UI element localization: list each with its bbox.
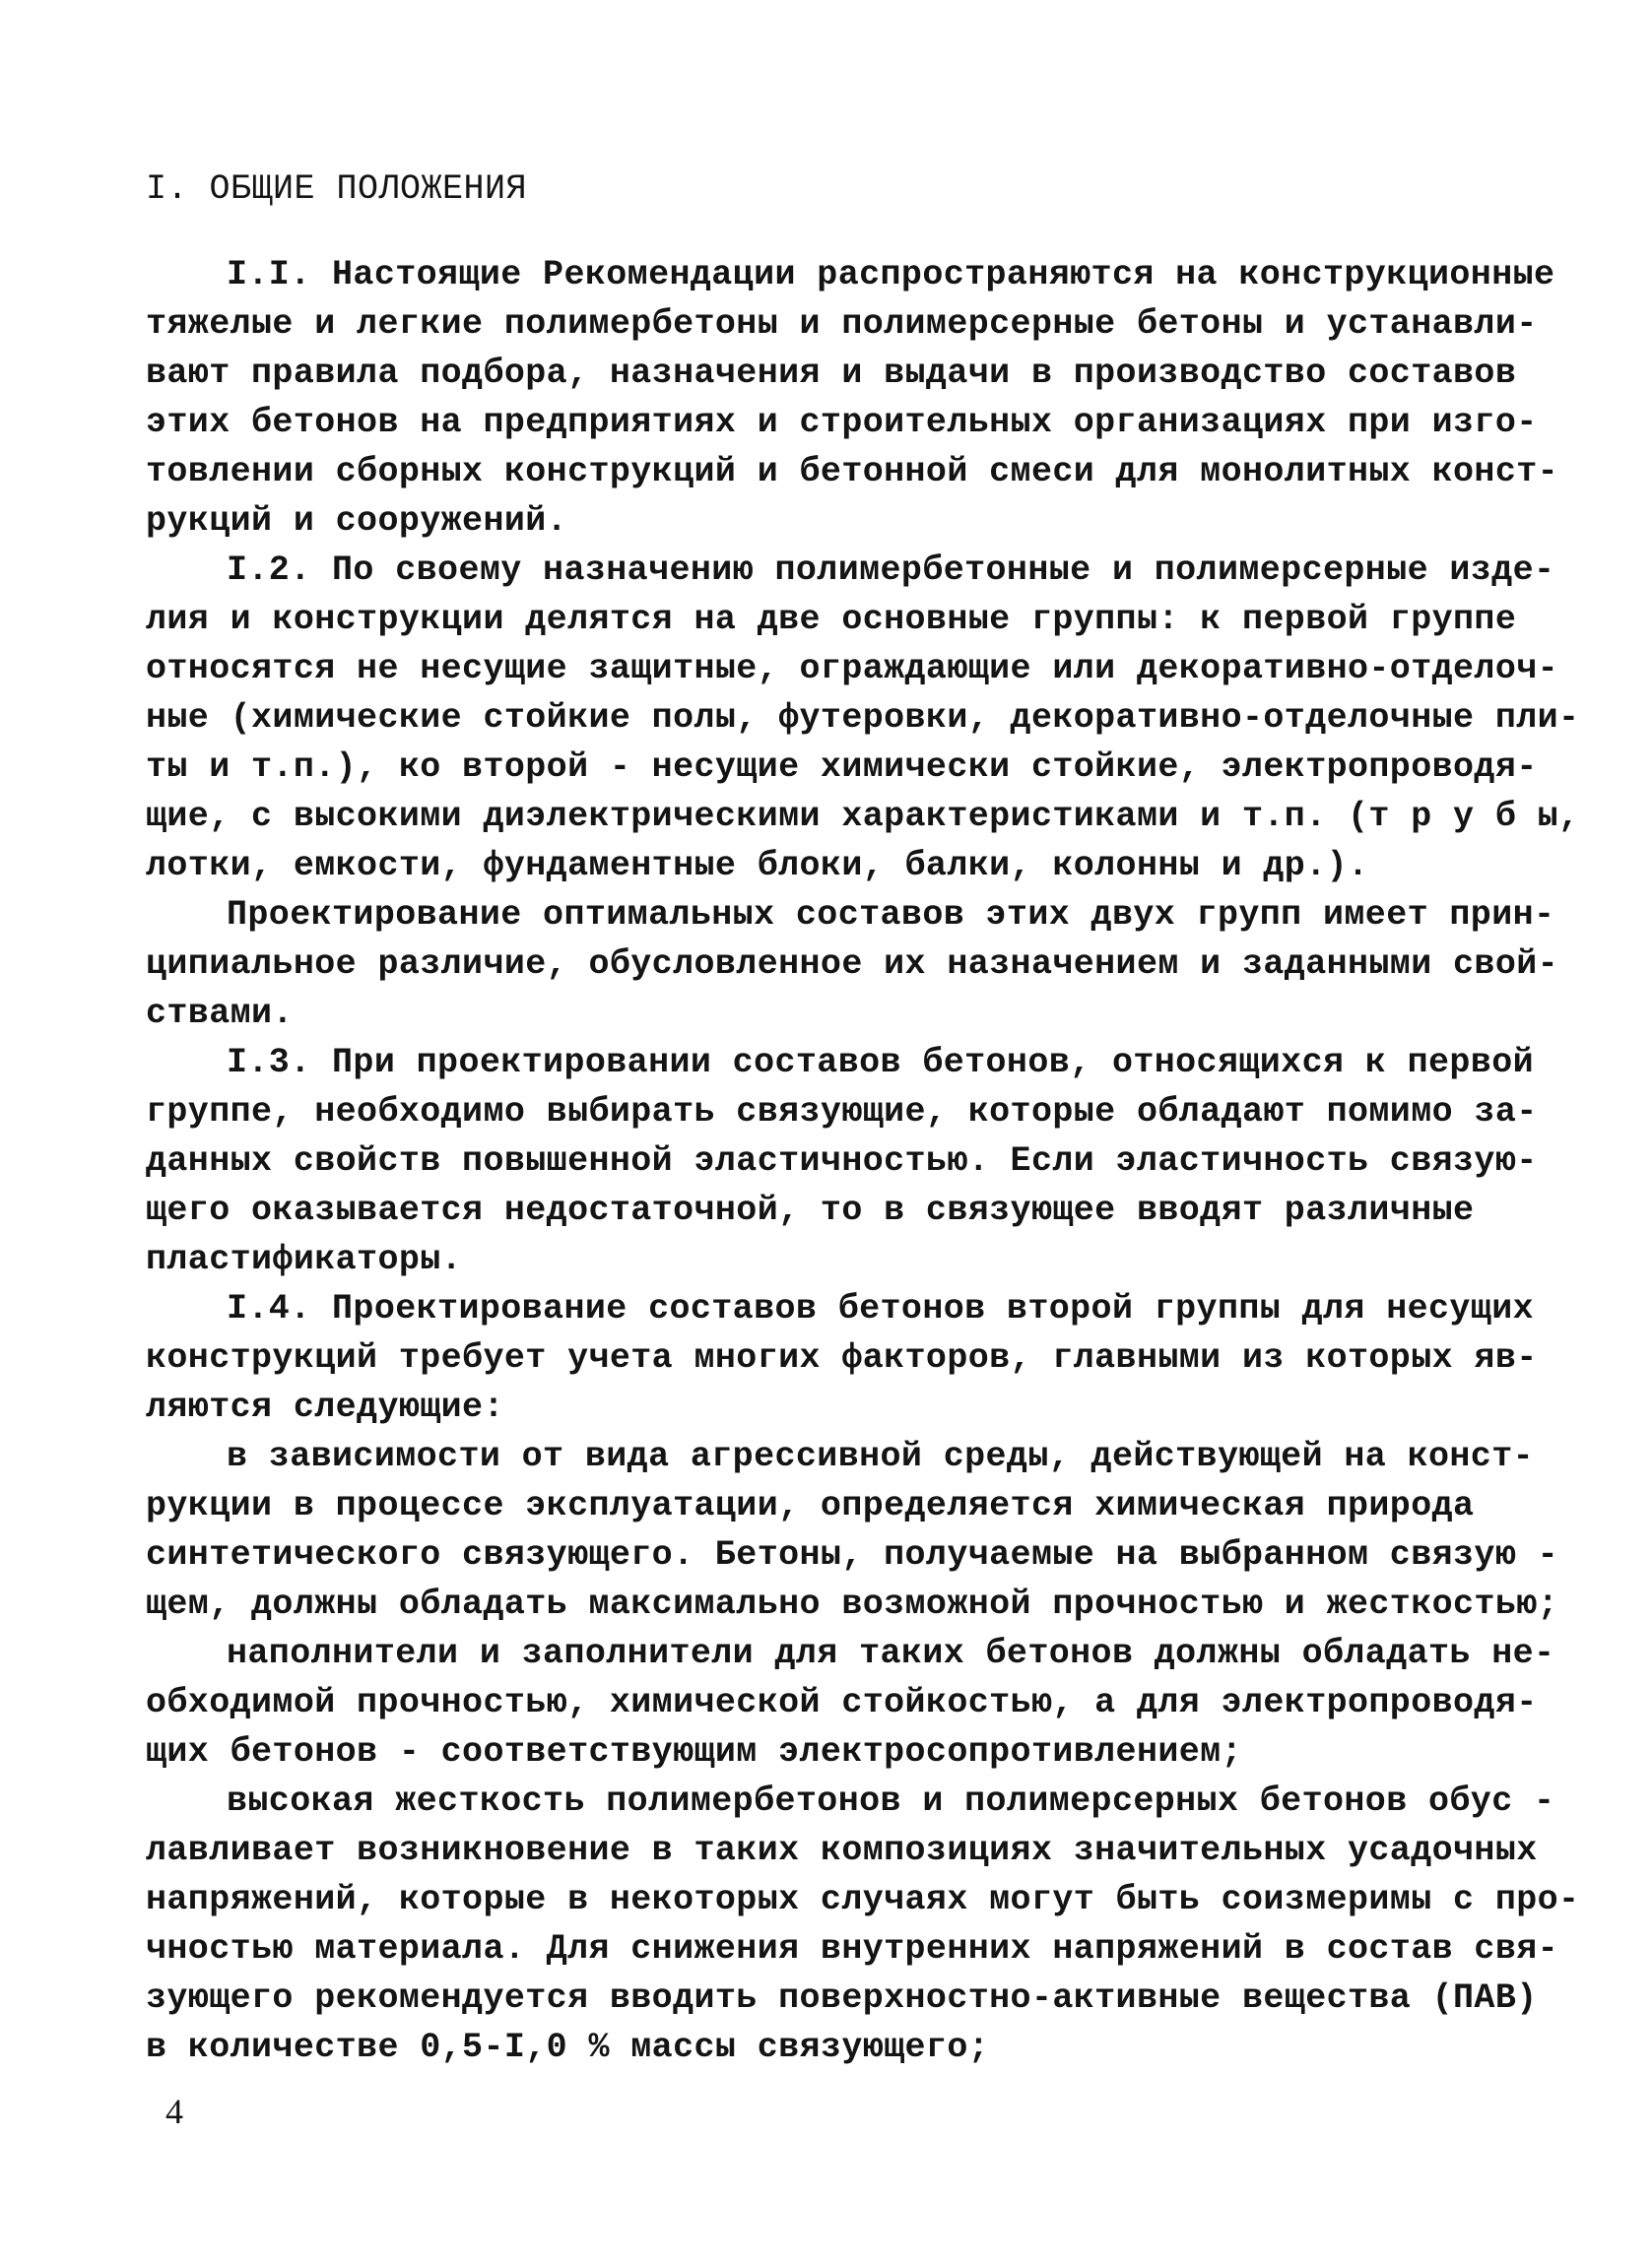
text-line: зующего рекомендуется вводить поверхностно-активные вещества (ПАВ) — [146, 1978, 1538, 2018]
text-line: ципиальное различие, обусловленное их назначением и заданными свой- — [146, 944, 1559, 984]
text-line: этих бетонов на предприятиях и строительных организациях при изго- — [146, 403, 1538, 442]
text-line: ные (химические стойкие полы, футеровки, декоративно-отделочные пли- — [146, 698, 1580, 738]
text-line: пластификаторы. — [146, 1240, 463, 1279]
page-number: 4 — [165, 2092, 183, 2131]
text-line: данных свойств повышенной эластичностью. Если эластичность связую- — [146, 1141, 1538, 1181]
text-line: напряжений, которые в некоторых случаях могут быть соизмеримы с про- — [146, 1880, 1580, 1919]
text-line: рукции в процессе эксплуатации, определяется химическая природа — [146, 1486, 1475, 1525]
text-line: лавливает возникновение в таких композициях значительных усадочных — [146, 1831, 1538, 1870]
body-text — [146, 250, 1580, 2072]
text-line: I.I. Настоящие Рекомендации распространяются на конструкционные — [227, 255, 1555, 294]
text-line: товлении сборных конструкций и бетонной смеси для монолитных конст- — [146, 452, 1559, 491]
text-line: щие, с высокими диэлектрическими характеристиками и т.п. (т р у б ы, — [146, 797, 1580, 836]
text-line: щем, должны обладать максимально возможной прочностью и жесткостью; — [146, 1585, 1559, 1624]
text-line: вают правила подбора, назначения и выдачи в производство составов — [146, 354, 1517, 393]
text-line: I.2. По своему назначению полимербетонные и полимерсерные изде- — [227, 551, 1555, 590]
text-line: в количестве 0,5-I,0 % массы связующего; — [146, 2028, 990, 2067]
text-line: группе, необходимо выбирать связующие, которые обладают помимо за- — [146, 1092, 1538, 1132]
text-line: тяжелые и легкие полимербетоны и полимерсерные бетоны и устанавли- — [146, 304, 1538, 344]
text-line: лотки, емкости, фундаментные блоки, балки, колонны и др.). — [146, 846, 1369, 885]
text-line: обходимой прочностью, химической стойкостью, а для электропроводя- — [146, 1683, 1538, 1722]
text-line: щих бетонов - соответствующим электросопротивлением; — [146, 1732, 1242, 1772]
text-line: ты и т.п.), ко второй - несущие химически стойкие, электропроводя- — [146, 747, 1538, 787]
text-line: ствами. — [146, 994, 294, 1033]
text-line: наполнители и заполнители для таких бетонов должны обладать не- — [227, 1634, 1555, 1673]
text-line: синтетического связующего. Бетоны, получаемые на выбранном связую - — [146, 1535, 1559, 1575]
section-heading: I. ОБЩИЕ ПОЛОЖЕНИЯ — [146, 169, 528, 209]
text-line: рукций и сооружений. — [146, 501, 568, 541]
text-line: I.3. При проектировании составов бетонов, относящихся к первой — [227, 1043, 1535, 1082]
text-line: лия и конструкции делятся на две основные группы: к первой группе — [146, 600, 1517, 639]
text-line: щего оказывается недостаточной, то в связующее вводят различные — [146, 1191, 1475, 1230]
text-line: ляются следующие: — [146, 1388, 504, 1427]
text-line: высокая жесткость полимербетонов и полимерсерных бетонов обус - — [227, 1782, 1555, 1821]
text-line: в зависимости от вида агрессивной среды, действующей на конст- — [227, 1437, 1535, 1476]
text-line: чностью материала. Для снижения внутренних напряжений в состав свя- — [146, 1929, 1559, 1969]
text-line: относятся не несущие защитные, ограждающие или декоративно-отделоч- — [146, 649, 1559, 688]
text-line: I.4. Проектирование составов бетонов второй группы для несущих — [227, 1289, 1535, 1328]
text-line: конструкций требует учета многих факторов, главными из которых яв- — [146, 1338, 1538, 1378]
text-line: Проектирование оптимальных составов этих двух групп имеет прин- — [227, 895, 1555, 935]
